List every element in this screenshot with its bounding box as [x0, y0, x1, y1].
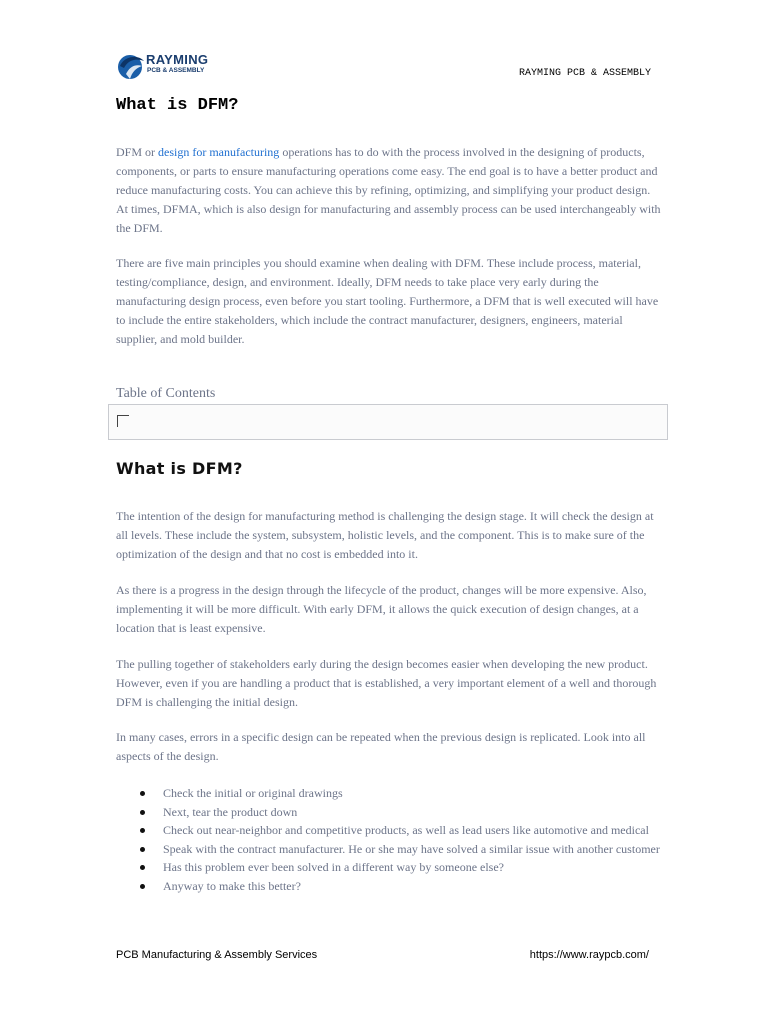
intro-text-after-link: operations has to do with the process involved in the designing of products, components, or parts to ensure manufacturing operations come easy. The end goal is to have a better product and reduce manufacturing costs. You can achieve this by refining, optimizing, and simplifying your product design. At times, DFMA, which is also design for manufacturing and assembly process can be used interchangeably with the DFM.: [116, 145, 661, 235]
list-item-text: Speak with the contract manufacturer. He or she may have solved a similar issue with another customer: [163, 841, 660, 856]
list-item: [116, 877, 661, 896]
design-for-manufacturing-link[interactable]: design for manufacturing: [158, 145, 280, 159]
list-item-text: Check the initial or original drawings: [163, 786, 343, 800]
list-item: [116, 858, 661, 877]
bullet-icon: [140, 884, 145, 889]
list-item: [116, 821, 661, 840]
page-title: What is DFM?: [116, 96, 239, 115]
body-paragraph-4: In many cases, errors in a specific design can be repeated when the previous design is replicated. Look into all aspects of the design.: [116, 730, 646, 763]
rayming-logo: [116, 52, 216, 82]
header-company-name: RAYMING PCB & ASSEMBLY: [518, 68, 651, 79]
list-item: [116, 803, 661, 822]
body-paragraph-2: As there is a progress in the design through the lifecycle of the product, changes will be more expensive. Also, implementing it will be more difficult. With early DFM, it allows the quick execution of design changes, at a location that is least expensive.: [116, 583, 647, 635]
toc-toggle-icon[interactable]: [117, 415, 129, 427]
intro-paragraph-2: There are five main principles you should examine when dealing with DFM. These include process, material, testing/compliance, design, and environment. Ideally, DFM needs to take place very early during the manufacturing design process, even before you start tooling. Furthermore, a DFM that is well executed will have to include the entire stakeholders, which include the contract manufacturer, designers, engineers, material supplier, and mold builder.: [116, 256, 659, 346]
toc-label: Table of Contents: [116, 386, 216, 401]
logo-wordmark: RAYMING: [146, 52, 209, 67]
list-item-text: Next, tear the product down: [163, 804, 298, 819]
intro-text-before-link: DFM or: [116, 145, 159, 159]
bullet-icon: [140, 865, 145, 870]
body-paragraph-3: The pulling together of stakeholders early during the design becomes easier when developing the new product. However, even if you are handling a product that is established, a very important element of a well and thorough DFM is challenging the initial design.: [116, 657, 657, 709]
rayming-logo-icon: [116, 52, 146, 82]
list-item: [116, 784, 661, 803]
bullet-icon: [140, 828, 145, 833]
bullet-icon: [140, 810, 145, 815]
bullet-icon: [140, 791, 145, 796]
body-paragraph-1: The intention of the design for manufacturing method is challenging the design stage. It will check the design at all levels. These include the system, subsystem, holistic levels, and the component. This is to make sure of the optimization of the design and that no cost is embedded into it.: [116, 509, 654, 561]
list-item-text: Has this problem ever been solved in a different way by someone else?: [163, 860, 505, 874]
list-item: [116, 840, 661, 859]
intro-paragraph-1: [116, 143, 661, 238]
logo-tagline: PCB & ASSEMBLY: [147, 67, 205, 74]
bullet-list: [116, 784, 661, 895]
bullet-icon: [140, 847, 145, 852]
footer-services-text: PCB Manufacturing & Assembly Services: [116, 949, 318, 961]
section-heading: What is DFM?: [116, 459, 243, 478]
footer-url-link[interactable]: https://www.raypcb.com/: [529, 949, 649, 961]
list-item-text: Check out near-neighbor and competitive products, as well as lead users like automotive and medical: [163, 823, 649, 837]
list-item-text: Anyway to make this better?: [163, 878, 301, 893]
toc-box: [108, 404, 668, 440]
